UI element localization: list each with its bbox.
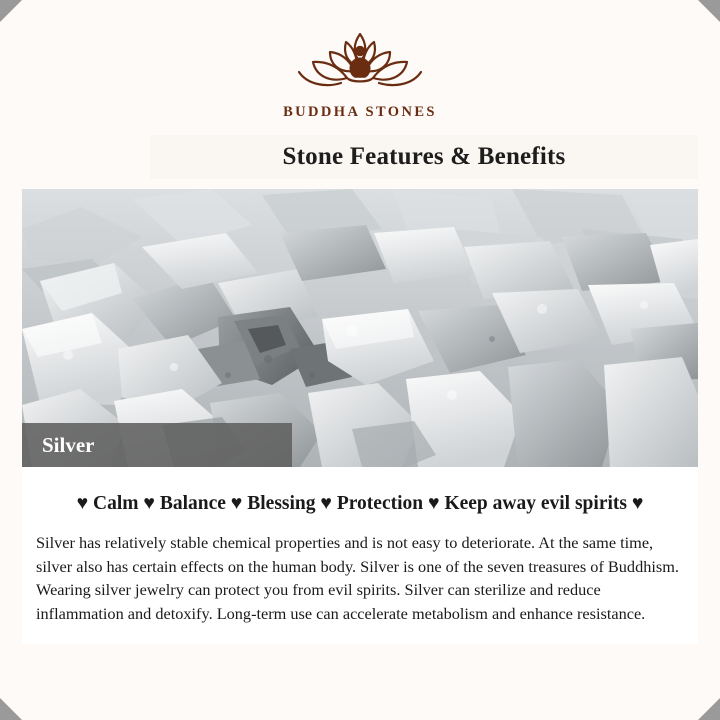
page-title: Stone Features & Benefits: [282, 143, 566, 170]
corner-decoration-bottom-right: [698, 698, 720, 720]
benefits-panel: [22, 467, 698, 644]
corner-decoration-top-right: [698, 0, 720, 22]
section-title-bar: [150, 135, 698, 179]
corner-decoration-top-left: [0, 0, 22, 22]
lotus-meditation-figure-icon: [285, 26, 435, 98]
stone-description: Silver has relatively stable chemical properties and is not easy to deteriorate. At the same time, silver also has certain effects on the human body. Silver is one of the seven treasures of Buddhism. Wearing silver jewelry can protect you from evil spirits. Silver can sterilize and reduce inflammation and detoxify. Long-term use can accelerate metabolism and enhance resistance.: [36, 533, 679, 623]
corner-decoration-bottom-left: [0, 698, 22, 720]
brand-name: BUDDHA STONES: [283, 104, 437, 120]
stone-hero-image: [22, 189, 698, 467]
benefits-keywords: ♥ Calm ♥ Balance ♥ Blessing ♥ Protection ♥ Keep away evil spirits ♥: [76, 493, 644, 514]
stone-name-text: Silver: [42, 432, 95, 457]
brand-header: [0, 0, 720, 121]
stone-name-badge: [22, 423, 292, 467]
